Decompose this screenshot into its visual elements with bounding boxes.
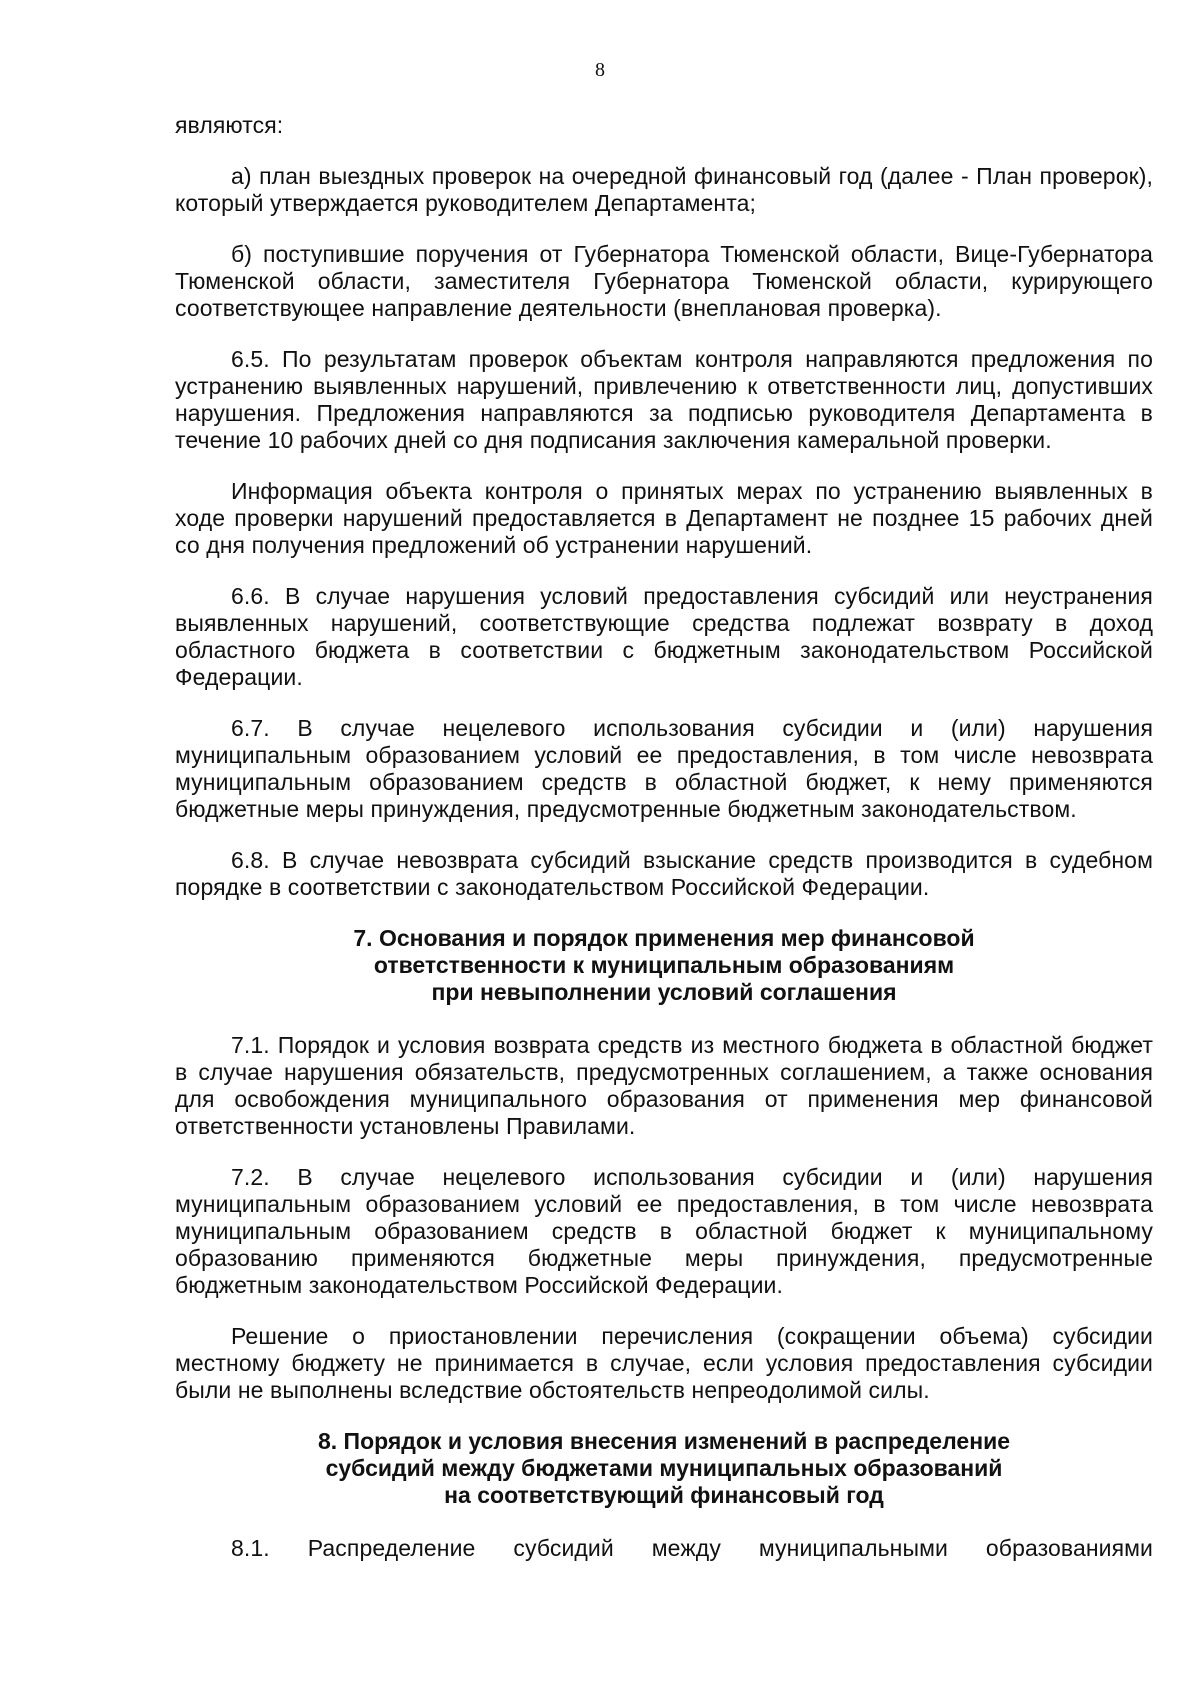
document-body	[175, 112, 1153, 1562]
section-7-heading-line-1: 7. Основания и порядок применения мер финансовой	[353, 925, 975, 951]
paragraph-item-a: а) план выездных проверок на очередной финансовый год (далее - План проверок), который утверждается руководителем Департамента;	[175, 163, 1153, 216]
section-8-heading	[175, 1428, 1153, 1509]
section-8-heading-line-3: на соответствующий финансовый год	[444, 1482, 884, 1508]
paragraph-item-b: б) поступившие поручения от Губернатора Тюменской области, Вице-Губернатора Тюменской области, заместителя Губернатора Тюменской области, курирующего соответствующее направление деятельности (внеплановая проверка).	[175, 241, 1153, 321]
paragraph-6-6: 6.6. В случае нарушения условий предоставления субсидий или неустранения выявленных нарушений, соответствующие средства подлежат возврату в доход областного бюджета в соответствии с бюджетным законодательством Российской Федерации.	[175, 583, 1153, 690]
paragraph-8-1: 8.1. Распределение субсидий между муниципальными образованиями	[231, 1535, 1153, 1561]
paragraph-7-2-decision: Решение о приостановлении перечисления (сокращении объема) субсидии местному бюджету не принимается в случае, если условия предоставления субсидии были не выполнены вследствие обстоятельств непреодолимой силы.	[175, 1323, 1153, 1403]
paragraph-6-8: 6.8. В случае невозврата субсидий взыскание средств производится в судебном порядке в соответствии с законодательством Российской Федерации.	[175, 847, 1153, 900]
section-7-heading-line-2: ответственности к муниципальным образованиям	[373, 952, 955, 978]
paragraph-7-2: 7.2. В случае нецелевого использования субсидии и (или) нарушения муниципальным образованием условий ее предоставления, в том числе невозврата муниципальным образованием средств в областной бюджет к муниципальному образованию применяются бюджетные меры принуждения, предусмотренные бюджетным законодательством Российской Федерации.	[175, 1164, 1153, 1298]
paragraph-6-5-info: Информация объекта контроля о принятых мерах по устранению выявленных в ходе проверки нарушений предоставляется в Департамент не позднее 15 рабочих дней со дня получения предложений об устранении нарушений.	[175, 478, 1153, 558]
paragraph-6-5: 6.5. По результатам проверок объектам контроля направляются предложения по устранению выявленных нарушений, привлечению к ответственности лиц, допустивших нарушения. Предложения направляются за подписью руководителя Департамента в течение 10 рабочих дней со дня подписания заключения камеральной проверки.	[175, 346, 1153, 453]
paragraph-6-7: 6.7. В случае нецелевого использования субсидии и (или) нарушения муниципальным образованием условий ее предоставления, в том числе невозврата муниципальным образованием средств в областной бюджет, к нему применяются бюджетные меры принуждения, предусмотренные бюджетным законодательством.	[175, 715, 1153, 822]
paragraph-7-1: 7.1. Порядок и условия возврата средств из местного бюджета в областной бюджет в случае нарушения обязательств, предусмотренных соглашением, а также основания для освобождения муниципального образования от применения мер финансовой ответственности установлены Правилами.	[175, 1032, 1153, 1139]
section-8-heading-line-1: 8. Порядок и условия внесения изменений в распределение	[317, 1428, 1011, 1454]
section-8-heading-line-2: субсидий между бюджетами муниципальных образований	[325, 1455, 1003, 1481]
section-7-heading-line-3: при невыполнении условий соглашения	[431, 979, 897, 1005]
page-number: 8	[595, 59, 605, 81]
paragraph-intro: являются:	[175, 112, 284, 138]
section-7-heading	[175, 925, 1153, 1006]
